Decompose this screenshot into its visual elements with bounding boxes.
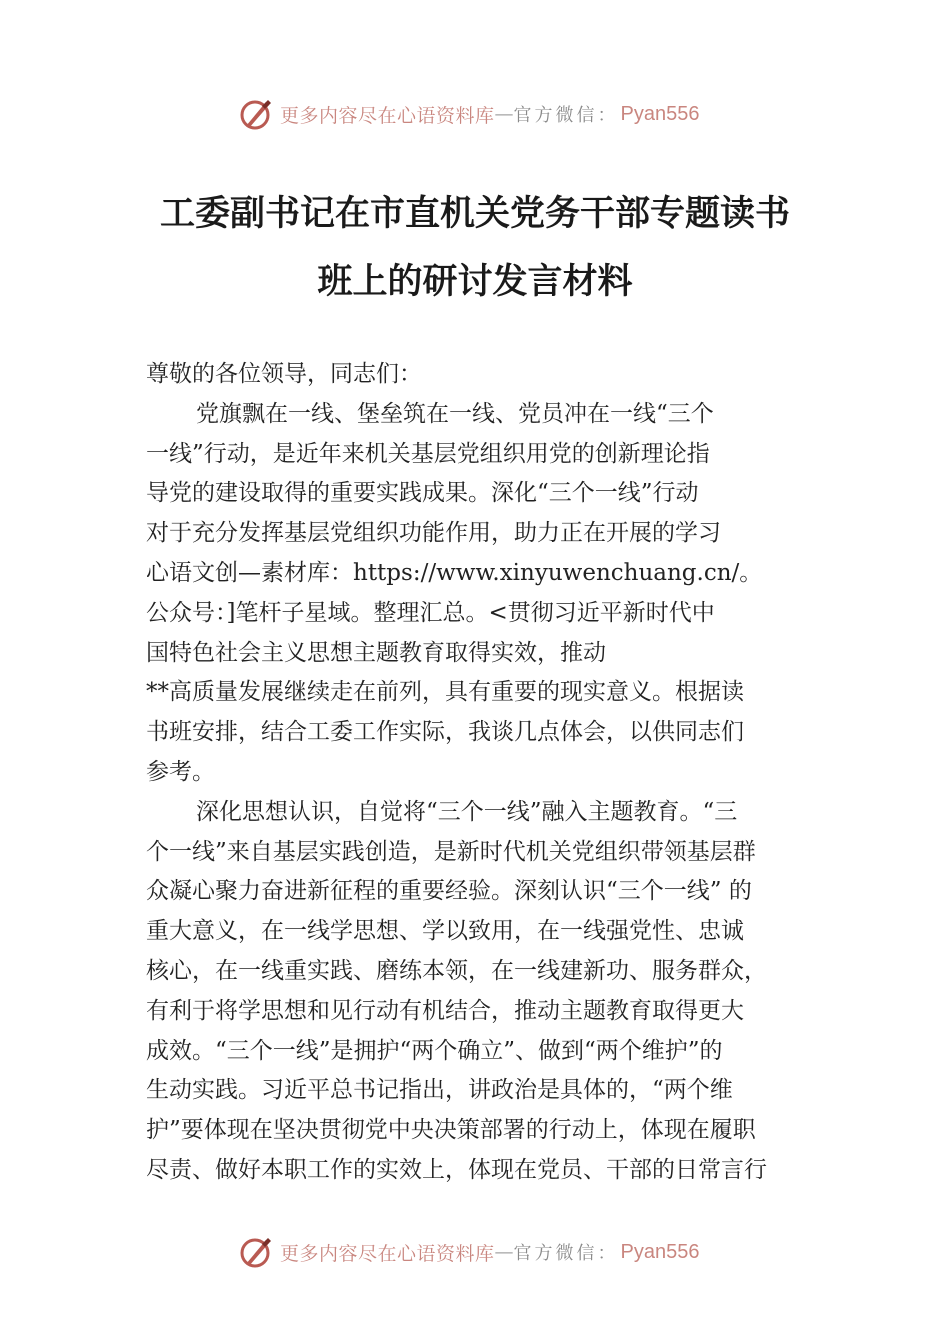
paragraph-line: 国特色社会主义思想主题教育取得实效，推动 (146, 639, 606, 666)
watermark-wechat-label: 官方微信： (513, 1243, 619, 1264)
document-title-line-2: 班上的研讨发言材料 (317, 261, 633, 302)
paragraph-line: 重大意义，在一线学思想、学以致用，在一线强党性、忠诚 (146, 918, 744, 945)
paragraph-line: 参考。 (146, 758, 215, 785)
paragraph-line: 众凝心聚力奋进新征程的重要经验。深刻认识“三个一线” 的 (146, 878, 752, 905)
watermark-site-text: 更多内容尽在心语资料库 (280, 1242, 495, 1265)
pen-logo-icon (238, 96, 274, 132)
paragraph-line: 导党的建设取得的重要实践成果。深化“三个一线”行动 (146, 480, 699, 507)
watermark-banner-bottom (238, 1232, 738, 1272)
paragraph-line: 书班安排，结合工委工作实际，我谈几点体会，以供同志们 (146, 719, 744, 746)
document-title-line-1: 工委副书记在市直机关党务干部专题读书 (159, 193, 790, 234)
paragraph-line: 公众号：]笔杆子星域。整理汇总。<贯彻习近平新时代中 (146, 599, 715, 626)
watermark-wechat-label: 官方微信： (513, 105, 619, 126)
paragraph-line: 深化思想认识，自觉将“三个一线”融入主题教育。“三 (196, 798, 738, 825)
paragraph-line: 护”要体现在坚决贯彻党中央决策部署的行动上，体现在履职 (146, 1117, 756, 1144)
paragraph-line: **高质量发展继续走在前列，具有重要的现实意义。根据读 (146, 679, 744, 706)
paragraph-line: 生动实践。习近平总书记指出，讲政治是具体的，“两个维 (146, 1077, 733, 1104)
paragraph-line: 有利于将学思想和见行动有机结合，推动主题教育取得更大 (146, 997, 744, 1024)
paragraph-line: 尽责、做好本职工作的实效上，体现在党员、干部的日常言行 (146, 1156, 767, 1183)
watermark-wechat-id: Pyan556 (620, 1240, 700, 1263)
paragraph-line: 党旗飘在一线、堡垒筑在一线、党员冲在一线“三个 (196, 400, 714, 427)
paragraph-line: 心语文创—素材库：https://www.xinyuwenchuang.cn/。 (146, 559, 763, 586)
paragraph-line: 个一线”来自基层实践创造，是新时代机关党组织带领基层群 (146, 838, 756, 865)
paragraph-line: 一线”行动，是近年来机关基层党组织用党的创新理论指 (146, 440, 710, 467)
watermark-separator: — (494, 103, 514, 125)
paragraph-line: 成效。“三个一线”是拥护“两个确立”、做到“两个维护”的 (146, 1037, 723, 1064)
watermark-site-text: 更多内容尽在心语资料库 (280, 104, 495, 127)
pen-logo-icon (238, 1234, 274, 1270)
watermark-banner-top (238, 94, 738, 134)
watermark-separator: — (494, 1241, 514, 1263)
watermark-wechat-id: Pyan556 (620, 102, 700, 125)
document-body (146, 355, 826, 1191)
paragraph-line: 对于充分发挥基层党组织功能作用，助力正在开展的学习 (146, 520, 721, 547)
salutation: 尊敬的各位领导，同志们： (146, 361, 422, 387)
paragraph-line: 核心，在一线重实践、磨练本领，在一线建新功、服务群众， (146, 957, 767, 984)
